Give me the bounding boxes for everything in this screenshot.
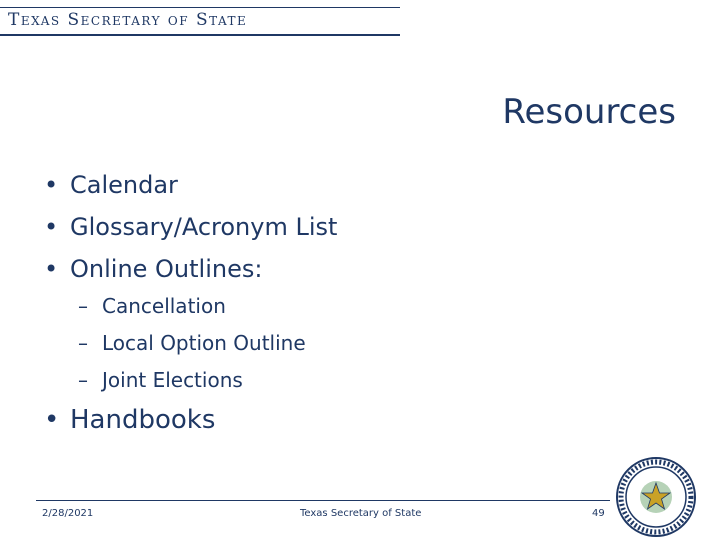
bullet-item: • Online Outlines: <box>40 248 337 290</box>
sub-bullet-item: – Local Option Outline <box>78 325 306 362</box>
sub-bullet-item: – Joint Elections <box>78 362 306 399</box>
footer-rule <box>36 500 610 501</box>
header-bar <box>0 0 720 38</box>
bullet-item: • Calendar <box>40 164 337 206</box>
footer-center-text: Texas Secretary of State <box>300 508 422 519</box>
footer-date: 2/28/2021 <box>42 508 94 519</box>
bullet-item-handbooks: • Handbooks <box>40 398 215 442</box>
footer-page-number: 49 <box>592 508 605 519</box>
header-rule-top <box>0 7 400 8</box>
bullet-list-handbooks <box>40 398 215 442</box>
slide-title: Resources <box>502 92 676 132</box>
header-rule-bottom <box>0 34 400 36</box>
bullet-item: • Glossary/Acronym List <box>40 206 337 248</box>
texas-seal-icon <box>615 456 697 538</box>
sub-bullet-list <box>78 288 306 399</box>
sub-bullet-item: – Cancellation <box>78 288 306 325</box>
header-title: Texas Secretary of State <box>8 10 248 30</box>
bullet-list <box>40 164 337 290</box>
